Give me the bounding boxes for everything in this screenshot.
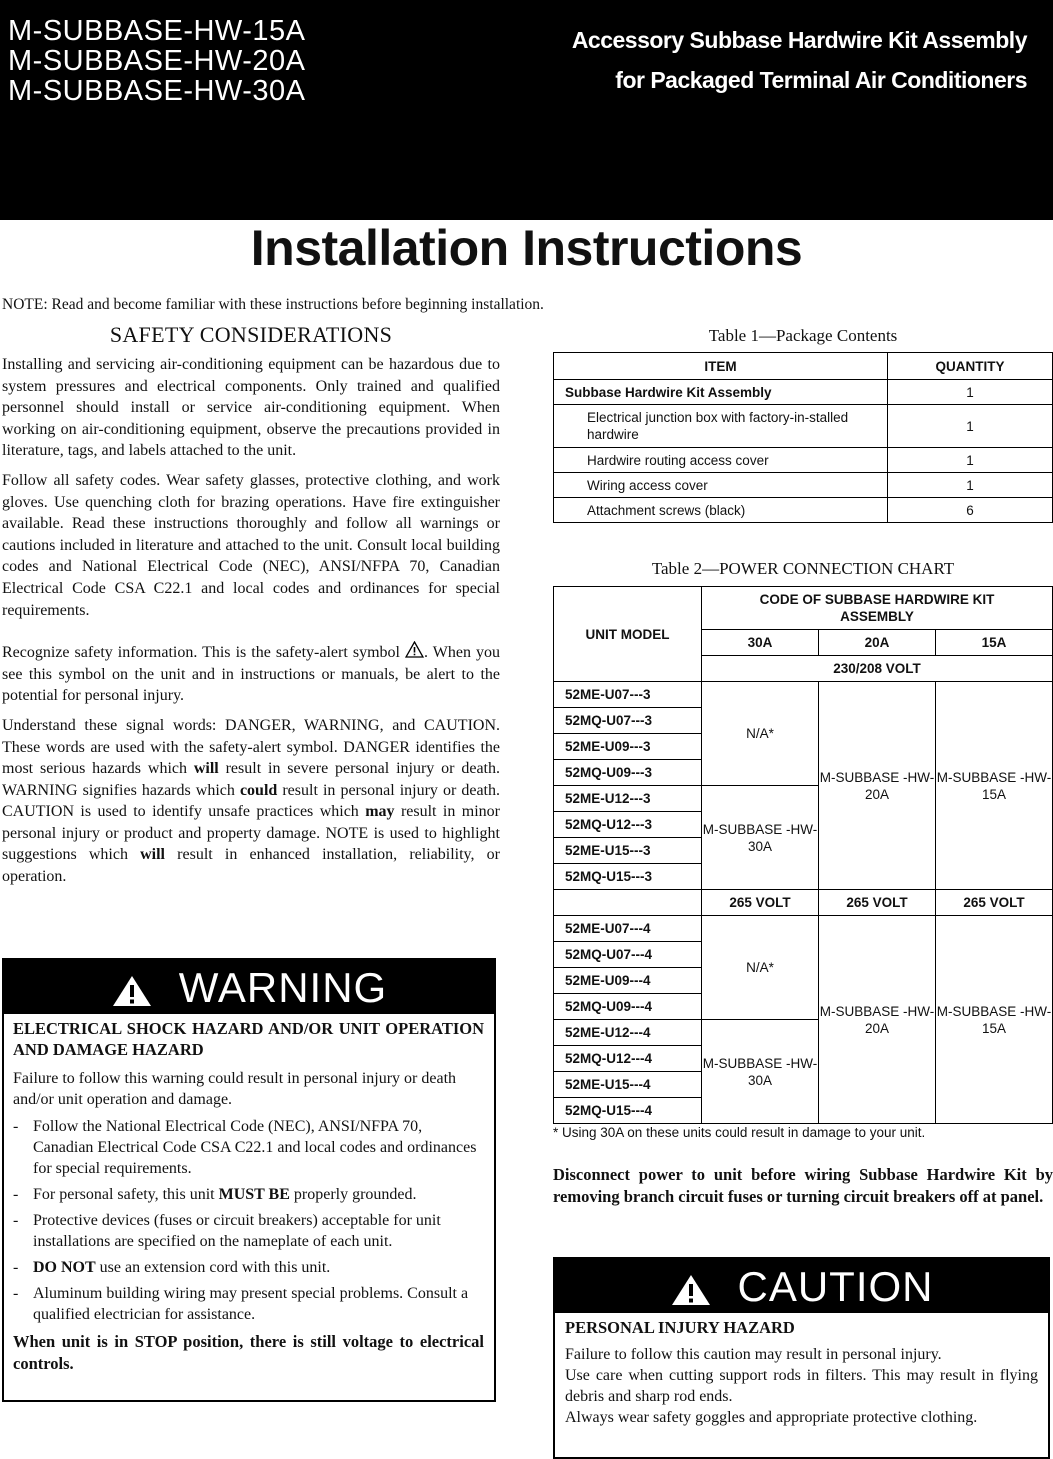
safety-paragraph-1: Installing and servicing air-conditioning equipment can be hazardous due to system pressures and electrical components. Only trained and qualified personnel should install or service air-conditioning equipment. When working on air-conditioning equipment, observe the precautions provided in literature, tags, and labels attached to the unit. [2,356,500,460]
volt-265-15a: 265 VOLT [936,890,1053,916]
safety-section [2,322,500,896]
qty-cell: 6 [888,498,1053,523]
item-cell: Hardwire routing access cover [554,448,888,473]
safety-paragraph-3 [2,641,500,707]
table-row [554,448,1053,473]
item-cell: Attachment screws (black) [554,498,888,523]
table-row [554,916,1053,942]
col-unit-model: UNIT MODEL [554,587,702,682]
warning-b2-bold: MUST BE [218,1186,290,1203]
model-15a: M-SUBBASE-HW-15A [8,15,306,47]
model-cell: 52ME-U12---4 [554,1020,702,1046]
model-cell: 52ME-U15---4 [554,1072,702,1098]
p4-d: result in minor personal injury or product and property damage. NOTE is used to highlight suggestions which [2,803,500,864]
qty-cell: 1 [888,448,1053,473]
col-30a: 30A [702,630,819,656]
col-quantity: QUANTITY [888,353,1053,380]
p4-c: result in personal injury or death. CAUTION is used to identify unsafe practices which [2,781,501,821]
model-30a: M-SUBBASE-HW-30A [8,75,306,107]
col-15a: 15A [936,630,1053,656]
table-row [554,405,1053,448]
table-row [554,473,1053,498]
package-contents-table [553,352,1053,523]
item-cell: Subbase Hardwire Kit Assembly [554,380,888,405]
model-cell: 52ME-U15---3 [554,838,702,864]
model-cell: 52ME-U09---3 [554,734,702,760]
model-cell: 52MQ-U09---4 [554,994,702,1020]
qty-cell: 1 [888,473,1053,498]
caution-line-1: Failure to follow this caution may result in personal injury. [565,1346,942,1363]
warning-final-note: When unit is in STOP position, there is still voltage to electrical controls. [13,1332,484,1373]
safety-heading: SAFETY CONSIDERATIONS [109,322,393,347]
volt-230-208: 230/208 VOLT [702,656,1053,682]
model-cell: 52MQ-U12---4 [554,1046,702,1072]
model-cell: 52MQ-U09---3 [554,760,702,786]
caution-line-2: Use care when cutting support rods in filters. This may result in flying debris and sharp rod ends. [565,1367,1038,1405]
p4-may: may [365,803,395,821]
table-row [554,498,1053,523]
warning-signal-word: WARNING [178,964,388,1011]
model-cell: 52ME-U12---3 [554,786,702,812]
warning-header [4,960,494,1014]
page-title: Installation Instructions [250,220,803,276]
table2-footnote: * Using 30A on these units could result in damage to your unit. [553,1125,926,1140]
p4-will: will [193,760,219,778]
col-item: ITEM [554,353,888,380]
col-kit-code: CODE OF SUBBASE HARDWIRE KIT ASSEMBLY [702,587,1053,630]
warning-body [4,1014,494,1375]
header-banner [0,0,1053,220]
table-header-row [554,587,1053,630]
warning-bullet: - Aluminum building wiring may present special problems. Consult a qualified electrician for assistance. [13,1283,484,1325]
item-cell: Electrical junction box with factory-in-stalled hardwire [554,405,888,448]
table1-caption: Table 1—Package Contents [708,326,898,345]
table-header-row [554,353,1053,380]
caution-alert-icon [670,1273,712,1307]
warning-bullet: - Follow the National Electrical Code (NEC), ANSI/NFPA 70, Canadian Electrical Code CSA C22.1 and local codes and ordinances for special requirements. [13,1116,484,1179]
blank-cell [554,890,702,916]
model-cell: 52MQ-U15---4 [554,1098,702,1124]
model-cell: 52ME-U07---4 [554,916,702,942]
warning-hazard-title: ELECTRICAL SHOCK HAZARD AND/OR UNIT OPERATION AND DAMAGE HAZARD [13,1019,484,1059]
disconnect-power-note: Disconnect power to unit before wiring Subbase Hardwire Kit by removing branch circuit fuses or turning circuit breakers off at panel. [553,1165,1053,1206]
caution-hazard-title: PERSONAL INJURY HAZARD [565,1318,795,1337]
warning-b4-text: use an extension cord with this unit. [95,1259,331,1276]
volt-265-30a: 265 VOLT [702,890,819,916]
subtitle-line-1: Accessory Subbase Hardwire Kit Assembly [571,27,1027,53]
safety-p3-text-b: . When you see this symbol on the unit and in instructions or manuals, be alert to the potential for personal injury. [2,644,500,705]
note-line [2,296,544,314]
p4-will-2: will [140,846,165,864]
model-cell: 52MQ-U07---4 [554,942,702,968]
volt-265-20a: 265 VOLT [819,890,936,916]
subtitle-line-2: for Packaged Terminal Air Conditioners [615,67,1027,93]
na-cell: N/A* [702,916,819,1020]
model-20a: M-SUBBASE-HW-20A [8,45,306,77]
safety-paragraph-2: Follow all safety codes. Wear safety glasses, protective clothing, and work gloves. Use quenching cloth for brazing operations. Have fire extinguisher available. Read these instructions thoroughly and follow all warnings or cautions included in literature and attached to the unit. Consult local building codes and National Electrical Code (NEC), ANSI/NFPA 70, Canadian Electrical Code CSA C22.1 and local codes and ordinances for special requirements. [2,471,500,619]
table-row [554,682,1053,708]
p4-a: Understand these signal words: DANGER, WARNING, and CAUTION. These words are used with the safety-alert symbol. DANGER identifies the most serious hazards which [2,716,500,778]
kit-30a-cell: M-SUBBASE -HW-30A [702,786,819,890]
table-header-row [554,890,1053,916]
model-cell: 52ME-U07---3 [554,682,702,708]
model-cell: 52MQ-U15---3 [554,864,702,890]
item-cell: Wiring access cover [554,473,888,498]
safety-paragraph-4 [2,715,500,888]
caution-signal-word: CAUTION [737,1263,934,1310]
p4-e: result in enhanced installation, reliability, or operation. [2,846,500,886]
power-connection-table [553,586,1053,1124]
warning-bullet-list [13,1116,484,1325]
qty-cell: 1 [888,380,1053,405]
note-text: : Read and become familiar with these instructions before beginning installation. [43,296,544,313]
kit-15a-cell: M-SUBBASE -HW-15A [936,682,1053,890]
caution-box [553,1257,1050,1459]
warning-bullet [13,1184,484,1205]
warning-bullet [13,1257,484,1278]
p4-could: could [239,781,278,799]
warning-alert-icon [111,974,153,1008]
document-subtitle [572,20,1027,100]
safety-p3-text: Recognize safety information. This is the safety-alert symbol [2,644,405,662]
warning-b2-a: For personal safety, this unit [33,1186,219,1203]
warning-box [2,958,496,1402]
warning-bullet: - Protective devices (fuses or circuit breakers) acceptable for unit installations are specified on the nameplate of each unit. [13,1210,484,1252]
model-cell: 52MQ-U12---3 [554,812,702,838]
model-cell: 52MQ-U07---3 [554,708,702,734]
warning-b2-c: properly grounded. [289,1186,417,1203]
qty-cell: 1 [888,405,1053,448]
warning-intro: Failure to follow this warning could result in personal injury or death and/or unit operation and damage. [13,1070,457,1108]
kit-20a-cell: M-SUBBASE -HW-20A [819,682,936,890]
table2-caption: Table 2—POWER CONNECTION CHART [651,559,955,578]
kit-15a-cell: M-SUBBASE -HW-15A [936,916,1053,1124]
caution-body [555,1313,1048,1428]
p4-b: result in severe personal injury or death. WARNING signifies hazards which [2,760,500,799]
safety-alert-icon [405,641,424,658]
table-row [554,380,1053,405]
note-label: NOTE [2,296,44,313]
kit-30a-cell: M-SUBBASE -HW-30A [702,1020,819,1124]
model-cell: 52ME-U09---4 [554,968,702,994]
na-cell: N/A* [702,682,819,786]
model-list [8,16,306,106]
kit-20a-cell: M-SUBBASE -HW-20A [819,916,936,1124]
warning-b4-bold: DO NOT [33,1259,96,1276]
caution-header [555,1259,1048,1313]
col-20a: 20A [819,630,936,656]
caution-line-3: Always wear safety goggles and appropriate protective clothing. [565,1409,978,1426]
